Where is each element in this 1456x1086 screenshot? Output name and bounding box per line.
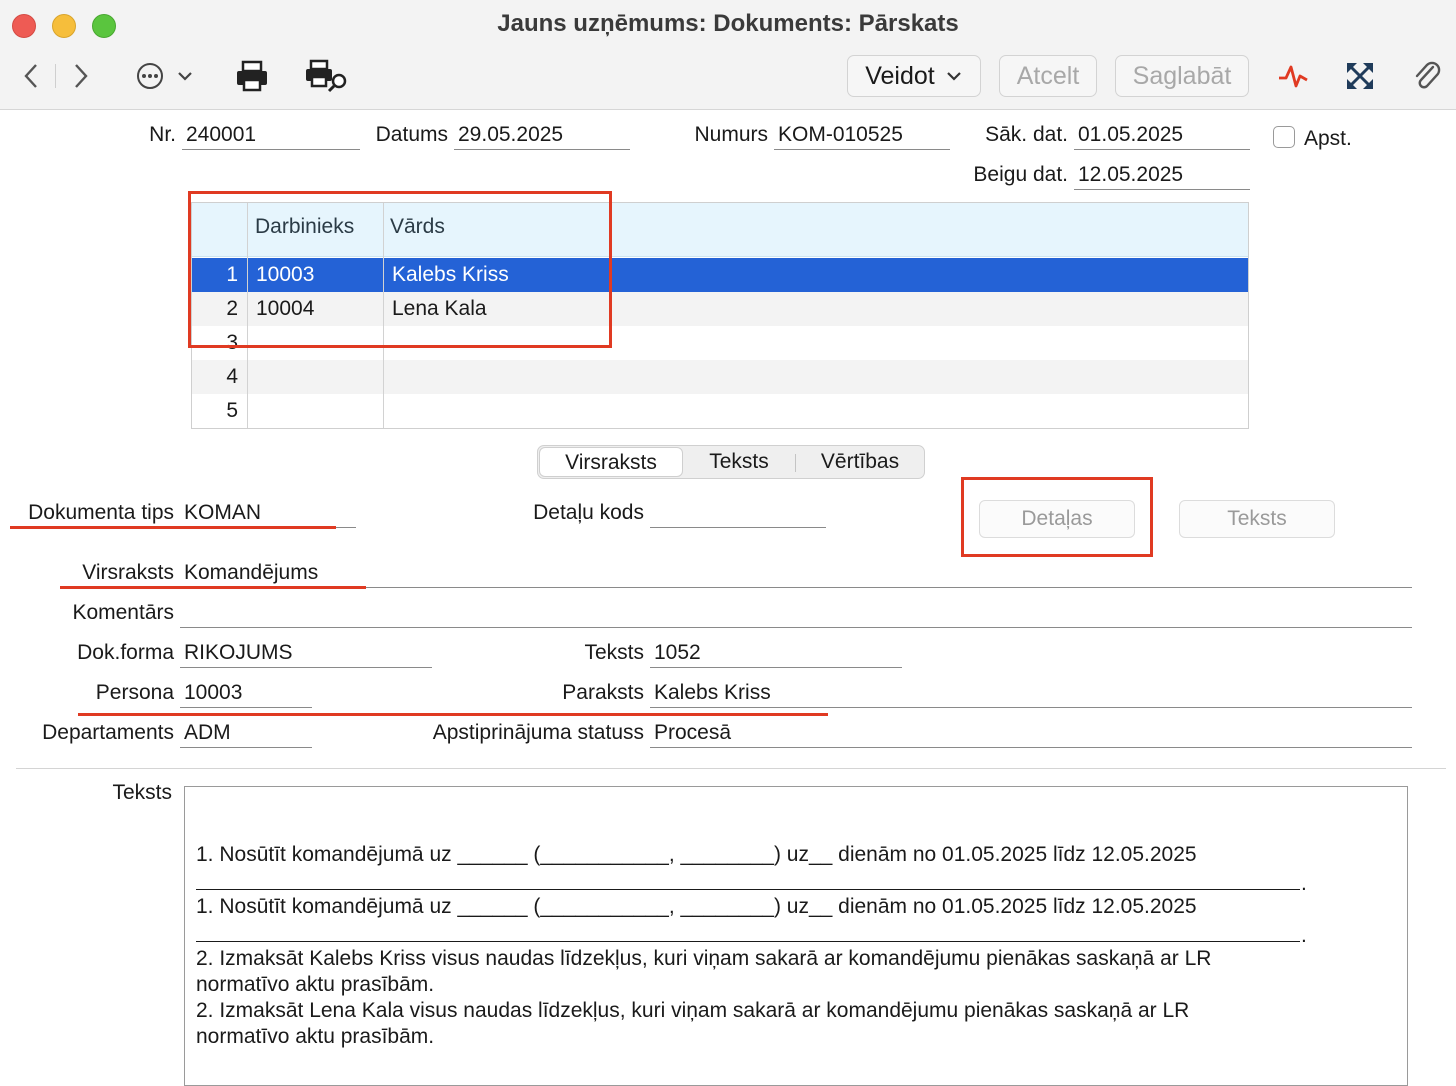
text-number-label: Teksts <box>584 641 644 664</box>
text-line: 1. Nosūtīt komandējumā uz ______ (___________, ________) uz__ dienām no 01.05.2025 līdz 12.05.2025 <box>196 843 1197 866</box>
text-line-dot: . <box>1301 924 1307 947</box>
printer-icon[interactable] <box>232 58 272 94</box>
date-field[interactable]: 29.05.2025 <box>454 122 630 150</box>
table-row[interactable] <box>192 394 1248 428</box>
doc-form-label: Dok.forma <box>77 641 174 664</box>
department-label: Departaments <box>42 721 174 744</box>
department-field[interactable]: ADM <box>180 720 312 748</box>
text-area-label: Teksts <box>112 781 172 804</box>
doc-type-label: Dokumenta tips <box>28 501 174 524</box>
end-date-label: Beigu dat. <box>973 163 1068 186</box>
doc-form-field[interactable]: RIKOJUMS <box>180 640 432 668</box>
annotation-underline-doc-type <box>10 526 336 529</box>
approval-status-field[interactable]: Procesā <box>650 720 1412 748</box>
text-number-field[interactable]: 1052 <box>650 640 902 668</box>
detail-code-field[interactable] <box>650 500 826 528</box>
ellipsis-circle-icon[interactable] <box>134 60 196 92</box>
text-line: 1. Nosūtīt komandējumā uz ______ (___________, ________) uz__ dienām no 01.05.2025 līdz 12.05.2025 <box>196 895 1197 918</box>
text-line: 2. Izmaksāt Lena Kala visus naudas līdzekļus, kuri viņam sakarā ar komandējumu pienākas saskaņā ar LR <box>196 999 1190 1022</box>
annotation-box-details <box>961 477 1153 557</box>
end-date-field[interactable]: 12.05.2025 <box>1074 162 1250 190</box>
annotation-box-grid <box>188 191 612 348</box>
signature-field[interactable]: Kalebs Kriss <box>650 680 1412 708</box>
chevron-down-icon <box>945 70 963 82</box>
annotation-underline-heading <box>60 586 366 589</box>
text-line-dot: . <box>1301 872 1307 895</box>
create-button-label: Veidot <box>865 61 935 90</box>
text-line: normatīvo aktu prasībām. <box>196 973 435 996</box>
section-tabs <box>537 445 925 479</box>
tab-values[interactable]: Vērtības <box>820 450 900 473</box>
approved-checkbox[interactable] <box>1273 126 1295 148</box>
name-cell[interactable]: Kalebs Kriss <box>392 263 509 286</box>
nr-field[interactable]: 240001 <box>182 122 360 150</box>
number-label: Numurs <box>694 123 768 146</box>
date-label: Datums <box>375 123 448 146</box>
details-button[interactable]: Detaļas <box>979 500 1135 538</box>
approved-label: Apst. <box>1304 127 1352 150</box>
expand-icon[interactable] <box>1343 60 1377 92</box>
row-number: 2 <box>226 297 238 320</box>
chevron-right-icon[interactable] <box>66 60 96 92</box>
toolbar-separator <box>55 64 56 88</box>
cancel-button[interactable]: Atcelt <box>999 55 1097 97</box>
detail-code-label: Detaļu kods <box>533 501 644 524</box>
comment-label: Komentārs <box>72 601 174 624</box>
create-button[interactable] <box>847 55 981 97</box>
tab-heading[interactable]: Virsraksts <box>539 447 683 477</box>
person-label: Persona <box>95 681 174 704</box>
row-number: 4 <box>226 365 238 388</box>
row-number: 1 <box>226 263 238 286</box>
paperclip-icon[interactable] <box>1410 58 1444 94</box>
section-divider <box>16 768 1446 769</box>
signature-label: Paraksts <box>562 681 644 704</box>
person-field[interactable]: 10003 <box>180 680 312 708</box>
column-header-name[interactable]: Vārds <box>390 215 445 238</box>
doc-type-field[interactable]: KOMAN <box>180 500 356 528</box>
employee-cell[interactable]: 10004 <box>256 297 315 320</box>
text-button[interactable]: Teksts <box>1179 500 1335 538</box>
row-number: 3 <box>226 331 238 354</box>
column-header-employee[interactable]: Darbinieks <box>255 215 355 238</box>
table-row[interactable] <box>192 360 1248 394</box>
approval-status-label: Apstiprinājuma statuss <box>432 721 644 744</box>
heading-label: Virsraksts <box>82 561 174 584</box>
name-cell[interactable]: Lena Kala <box>392 297 487 320</box>
row-number: 5 <box>226 399 238 422</box>
start-date-label: Sāk. dat. <box>985 123 1068 146</box>
number-field[interactable]: KOM-010525 <box>774 122 950 150</box>
tab-text[interactable]: Teksts <box>709 450 769 473</box>
heading-field[interactable]: Komandējums <box>180 560 1412 588</box>
start-date-field[interactable]: 01.05.2025 <box>1074 122 1250 150</box>
annotation-underline-person <box>78 713 828 716</box>
employee-cell[interactable]: 10003 <box>256 263 315 286</box>
comment-field[interactable] <box>180 600 1412 628</box>
print-preview-icon[interactable] <box>302 58 350 94</box>
title-bar <box>0 0 1456 110</box>
text-underline <box>196 889 1300 890</box>
text-line: normatīvo aktu prasībām. <box>196 1025 435 1048</box>
window-title: Jauns uzņēmums: Dokuments: Pārskats <box>497 10 959 37</box>
chevron-left-icon[interactable] <box>16 60 46 92</box>
document-text-area[interactable] <box>184 786 1408 1086</box>
nr-label: Nr. <box>149 123 176 146</box>
activity-icon[interactable] <box>1276 60 1310 92</box>
save-button[interactable]: Saglabāt <box>1115 55 1249 97</box>
text-line: 2. Izmaksāt Kalebs Kriss visus naudas līdzekļus, kuri viņam sakarā ar komandējumu pienākas saskaņā ar LR <box>196 947 1212 970</box>
text-underline <box>196 941 1300 942</box>
